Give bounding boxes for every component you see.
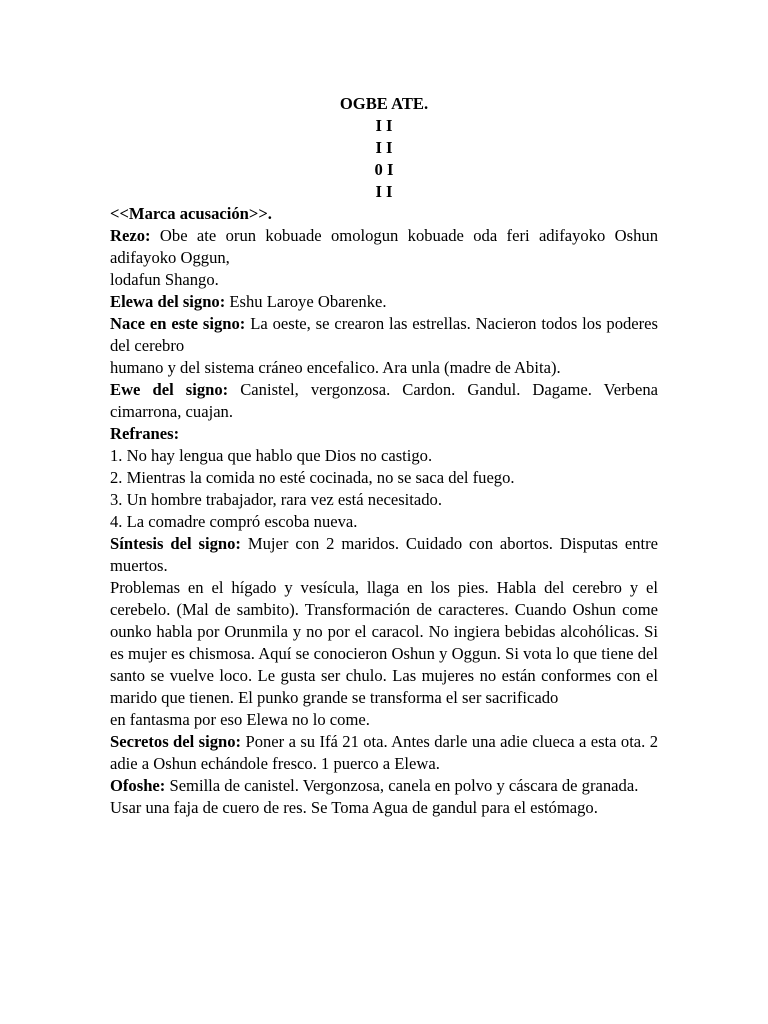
sign-mark-line: 0 I [374,160,394,179]
sign-mark-line: I I [375,138,393,157]
rezo-paragraph [110,225,658,269]
elewa-label: Elewa del signo: [110,292,226,311]
nace-text: La oeste, se crearon las estrellas. Nacieron todos los poderes del cerebro [110,314,658,355]
marca-text: <<Marca acusación>>. [110,204,272,223]
rezo-continuation: lodafun Shango. [110,270,219,289]
refranes-heading [110,423,658,445]
marca-line [110,203,658,225]
ofoshe-text: Semilla de canistel. Vergonzosa, canela en polvo y cáscara de granada. Usar una faja de cuero de res. Se Toma Agua de gandul para el estómago. [110,776,639,817]
refran-item: 1. No hay lengua que hablo que Dios no castigo. [110,446,433,465]
nace-label: Nace en este signo: [110,314,246,333]
ewe-paragraph [110,379,658,423]
ewe-label: Ewe del signo: [110,380,229,399]
sintesis-label: Síntesis del signo: [110,534,241,553]
refran-item: 4. La comadre compró escoba nueva. [110,512,358,531]
secretos-label: Secretos del signo: [110,732,242,751]
nace-continuation: humano y del sistema cráneo encefalico. Ara unla (madre de Abita). [110,358,561,377]
elewa-paragraph [110,291,658,313]
sign-title: OGBE ATE. [339,94,429,113]
ofoshe-label: Ofoshe: [110,776,166,795]
sign-mark-line: I I [375,116,393,135]
sign-mark-line: I I [375,182,393,201]
secretos-paragraph [110,731,658,775]
rezo-label: Rezo: [110,226,151,245]
secretos-text: Poner a su Ifá 21 ota. Antes darle una adie clueca a esta ota. 2 adie a Oshun echándole fresco. 1 puerco a Elewa. [110,732,658,773]
refranes-label: Refranes: [110,424,180,443]
sintesis-body-end: en fantasma por eso Elewa no lo come. [110,710,370,729]
refran-item: 3. Un hombre trabajador, rara vez está necesitado. [110,490,442,509]
nace-paragraph [110,313,658,357]
document-page [110,93,658,819]
sintesis-body: Problemas en el hígado y vesícula, llaga en los pies. Habla del cerebro y el cerebelo. (Mal de sambito). Transformación de caracteres. Cuando Oshun come ounko habla por Orunmila y no por el caracol. No ingiera bebidas alcohólicas. Si es mujer es chismosa. Aquí se conocieron Oshun y Oggun. Si vota lo que tiene del santo se vuelve loco. Le gusta ser chulo. Las mujeres no están conformes con el marido que tienen. El punko grande se transforma el ser sacrificado [110,578,658,707]
sintesis-paragraph [110,533,658,577]
refran-item: 2. Mientras la comida no esté cocinada, no se saca del fuego. [110,468,515,487]
ofoshe-paragraph [110,775,658,819]
ewe-text: Canistel, vergonzosa. Cardon. Gandul. Dagame. Verbena cimarrona, cuajan. [110,380,658,421]
rezo-text: Obe ate orun kobuade omologun kobuade oda feri adifayoko Oshun adifayoko Oggun, [110,226,658,267]
elewa-text: Eshu Laroye Obarenke. [225,292,387,311]
sintesis-text: Mujer con 2 maridos. Cuidado con abortos. Disputas entre muertos. [110,534,658,575]
